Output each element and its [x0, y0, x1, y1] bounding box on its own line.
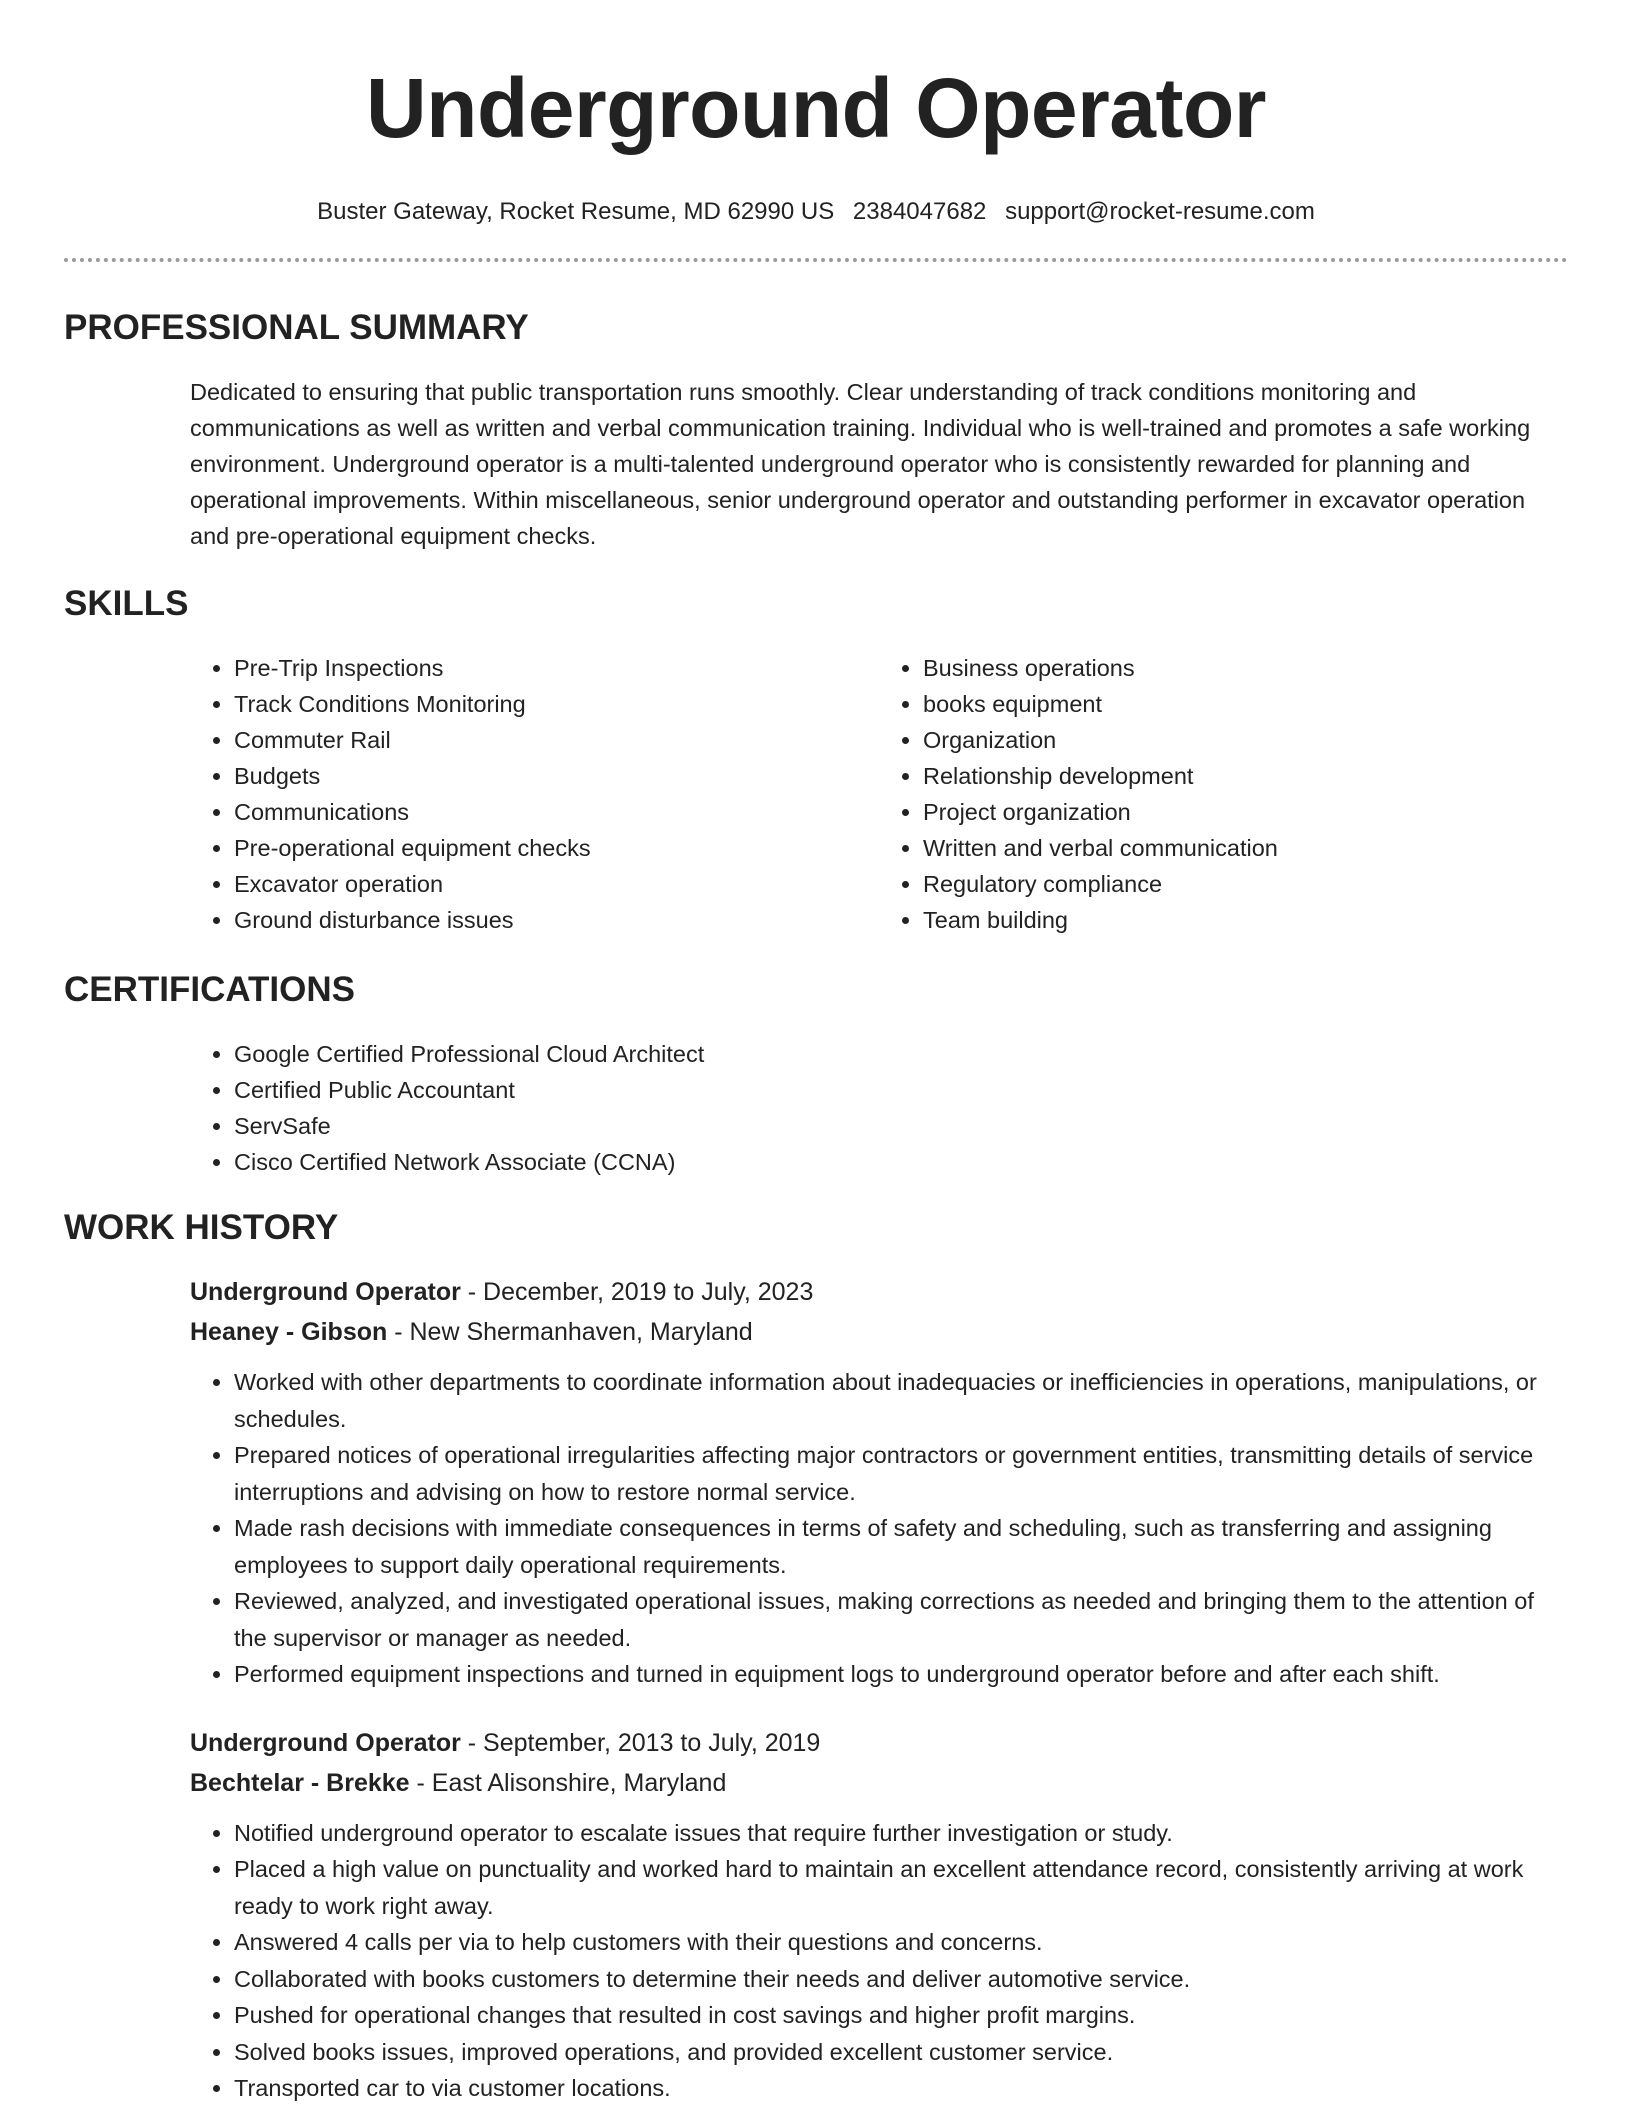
- job-duty: • Transported car to via customer locations.: [234, 2070, 1548, 2107]
- certifications-list: [190, 1036, 1568, 1180]
- job-duties-list: [190, 1364, 1548, 1693]
- contact-line: [64, 196, 1568, 228]
- skill-item: • Ground disturbance issues: [234, 902, 879, 938]
- job-duty: • Collaborated with books customers to determine their needs and deliver automotive service.: [234, 1961, 1548, 1998]
- job-dates: - December, 2019 to July, 2023: [460, 1278, 814, 1306]
- job-duty: • Answered 4 calls per via to help customers with their questions and concerns.: [234, 1924, 1548, 1961]
- job-duty: • Notified underground operator to escalate issues that require further investigation or study.: [234, 1815, 1548, 1852]
- job-duty: • Made rash decisions with immediate consequences in terms of safety and scheduling, such as transferring and assigning employees to support daily operational requirements.: [234, 1510, 1548, 1583]
- job-company-line: [190, 1763, 1568, 1803]
- skill-item: • Organization: [923, 722, 1568, 758]
- job-duty: • Worked with other departments to coordinate information about inadequacies or inefficiencies in operations, manipulations, or schedules.: [234, 1364, 1548, 1437]
- skills-grid: [190, 650, 1568, 938]
- certification-item: • Certified Public Accountant: [234, 1072, 1568, 1108]
- header-divider: [64, 258, 1568, 262]
- resume-name: Underground Operator: [365, 61, 1266, 155]
- job-duty: • Reviewed, analyzed, and investigated operational issues, making corrections as needed and bringing them to the attention of the supervisor or manager as needed.: [234, 1583, 1548, 1656]
- skill-item: • Relationship development: [923, 758, 1568, 794]
- certification-item: • ServSafe: [234, 1108, 1568, 1144]
- job-duty: • Performed equipment inspections and turned in equipment logs to underground operator before and after each shift.: [234, 1656, 1548, 1693]
- job-duty: • Placed a high value on punctuality and worked hard to maintain an excellent attendance record, consistently arriving at work ready to work right away.: [234, 1851, 1548, 1924]
- summary-heading: PROFESSIONAL SUMMARY: [64, 308, 529, 347]
- skill-item: • Pre-operational equipment checks: [234, 830, 879, 866]
- job-company: Bechtelar - Brekke: [190, 1768, 410, 1797]
- skill-item: • books equipment: [923, 686, 1568, 722]
- skill-item: • Track Conditions Monitoring: [234, 686, 879, 722]
- skill-item: • Team building: [923, 902, 1568, 938]
- skills-heading: SKILLS: [64, 584, 189, 623]
- job-company-line: [190, 1312, 1568, 1352]
- job-entry: [190, 1723, 1568, 2107]
- summary-text: Dedicated to ensuring that public transportation runs smoothly. Clear understanding of track conditions monitoring and communications as well as written and verbal communication training. Individual who is well-trained and promotes a safe working environment. Underground operator is a multi-talented underground operator who is consistently rewarded for planning and operational improvements. Within miscellaneous, senior underground operator and outstanding performer in excavator operation and pre-operational equipment checks.: [190, 379, 1531, 549]
- job-role: Underground Operator: [190, 1728, 461, 1757]
- job-duty: • Solved books issues, improved operations, and provided excellent customer service.: [234, 2034, 1548, 2071]
- skill-item: • Regulatory compliance: [923, 866, 1568, 902]
- certification-item: • Cisco Certified Network Associate (CCNA): [234, 1144, 1568, 1180]
- job-title-line: [190, 1272, 1568, 1312]
- job-company: Heaney - Gibson: [190, 1318, 388, 1346]
- job-role: Underground Operator: [190, 1278, 461, 1306]
- skill-item: • Business operations: [923, 650, 1568, 686]
- job-location: - New Shermanhaven, Maryland: [387, 1318, 753, 1346]
- skill-item: • Communications: [234, 794, 879, 830]
- work-history-heading: WORK HISTORY: [64, 1208, 339, 1247]
- job-location: - East Alisonshire, Maryland: [409, 1768, 727, 1797]
- job-duty: • Prepared notices of operational irregularities affecting major contractors or government entities, transmitting details of service interruptions and advising on how to restore normal service.: [234, 1437, 1548, 1510]
- skill-item: • Commuter Rail: [234, 722, 879, 758]
- skills-list-right: [879, 650, 1568, 938]
- skill-item: • Project organization: [923, 794, 1568, 830]
- job-dates: - September, 2013 to July, 2019: [460, 1728, 821, 1757]
- skill-item: • Pre-Trip Inspections: [234, 650, 879, 686]
- job-duty: • Pushed for operational changes that resulted in cost savings and higher profit margins.: [234, 1997, 1548, 2034]
- skills-list-left: [190, 650, 879, 938]
- contact-email: support@rocket-resume.com: [1005, 198, 1315, 225]
- skill-item: • Budgets: [234, 758, 879, 794]
- job-title-line: [190, 1723, 1568, 1763]
- contact-address: Buster Gateway, Rocket Resume, MD 62990 US: [317, 198, 835, 225]
- skill-item: • Written and verbal communication: [923, 830, 1568, 866]
- skill-item: • Excavator operation: [234, 866, 879, 902]
- certifications-heading: CERTIFICATIONS: [64, 970, 356, 1009]
- certification-item: • Google Certified Professional Cloud Architect: [234, 1036, 1568, 1072]
- job-entry: [190, 1272, 1568, 1693]
- contact-phone: 2384047682: [852, 198, 987, 225]
- job-duties-list: [190, 1815, 1548, 2107]
